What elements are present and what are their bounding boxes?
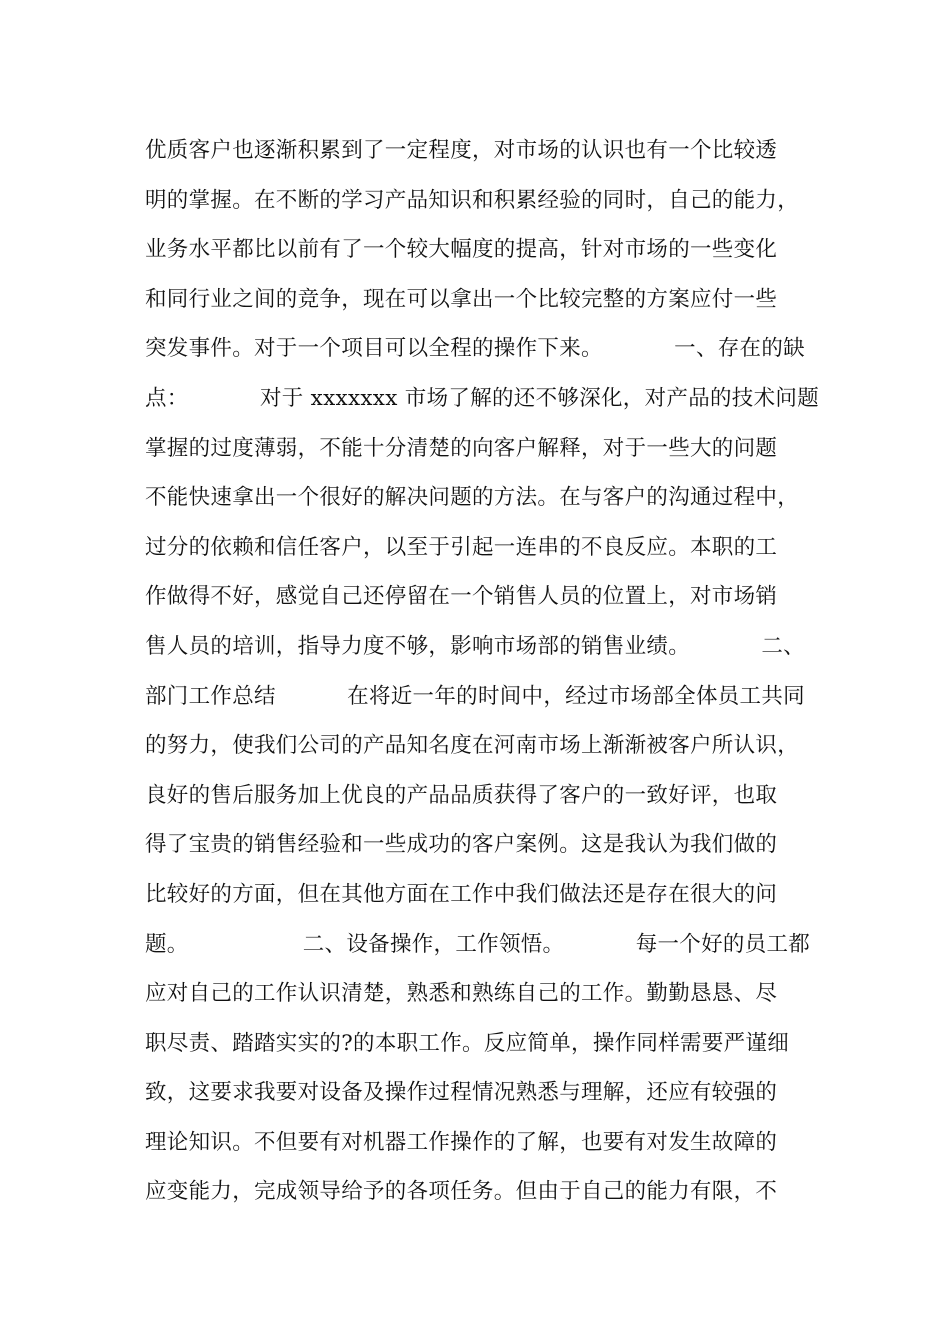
- text-line: 题。 二、设备操作，工作领悟。 每一个好的员工都: [145, 931, 811, 957]
- text-line: 良好的售后服务加上优良的产品品质获得了客户的一致好评，也取: [145, 782, 778, 808]
- text-line: 突发事件。对于一个项目可以全程的操作下来。 一、存在的缺: [145, 336, 805, 362]
- text-line: 理论知识。不但要有对机器工作操作的了解，也要有对发生故障的: [145, 1129, 778, 1155]
- text-line: 过分的依赖和信任客户，以至于引起一连串的不良反应。本职的工: [145, 534, 778, 560]
- text-line: 的努力，使我们公司的产品知名度在河南市场上渐渐被客户所认识，: [145, 733, 800, 759]
- text-line: 致，这要求我要对设备及操作过程情况熟悉与理解，还应有较强的: [145, 1080, 778, 1106]
- text-line: 售人员的培训，指导力度不够，影响市场部的销售业绩。 二、: [145, 633, 805, 659]
- body-text: [145, 131, 825, 1222]
- text-line: 得了宝贵的销售经验和一些成功的客户案例。这是我认为我们做的: [145, 832, 778, 858]
- text-line: 点： 对于 xxxxxxx 市场了解的还不够深化，对产品的技术问题: [145, 385, 819, 411]
- text-line: 职尽责、踏踏实实的?的本职工作。反应简单，操作同样需要严谨细: [145, 1030, 790, 1056]
- text-line: 比较好的方面，但在其他方面在工作中我们做法还是存在很大的问: [145, 881, 778, 907]
- text-line: 明的掌握。在不断的学习产品知识和积累经验的同时，自己的能力，: [145, 187, 800, 213]
- text-line: 业务水平都比以前有了一个较大幅度的提高，针对市场的一些变化: [145, 237, 778, 263]
- text-line: 应对自己的工作认识清楚，熟悉和熟练自己的工作。勤勤恳恳、尽: [145, 981, 778, 1007]
- text-line: 不能快速拿出一个很好的解决问题的方法。在与客户的沟通过程中，: [145, 485, 800, 511]
- text-line: 应变能力，完成领导给予的各项任务。但由于自己的能力有限，不: [145, 1179, 778, 1205]
- text-line: 作做得不好，感觉自己还停留在一个销售人员的位置上，对市场销: [145, 584, 778, 610]
- text-line: 部门工作总结 在将近一年的时间中，经过市场部全体员工共同: [145, 683, 805, 709]
- text-line: 掌握的过度薄弱，不能十分清楚的向客户解释，对于一些大的问题: [145, 435, 778, 461]
- text-line: 优质客户也逐渐积累到了一定程度，对市场的认识也有一个比较透: [145, 138, 778, 163]
- text-line: 和同行业之间的竞争，现在可以拿出一个比较完整的方案应付一些: [145, 286, 778, 312]
